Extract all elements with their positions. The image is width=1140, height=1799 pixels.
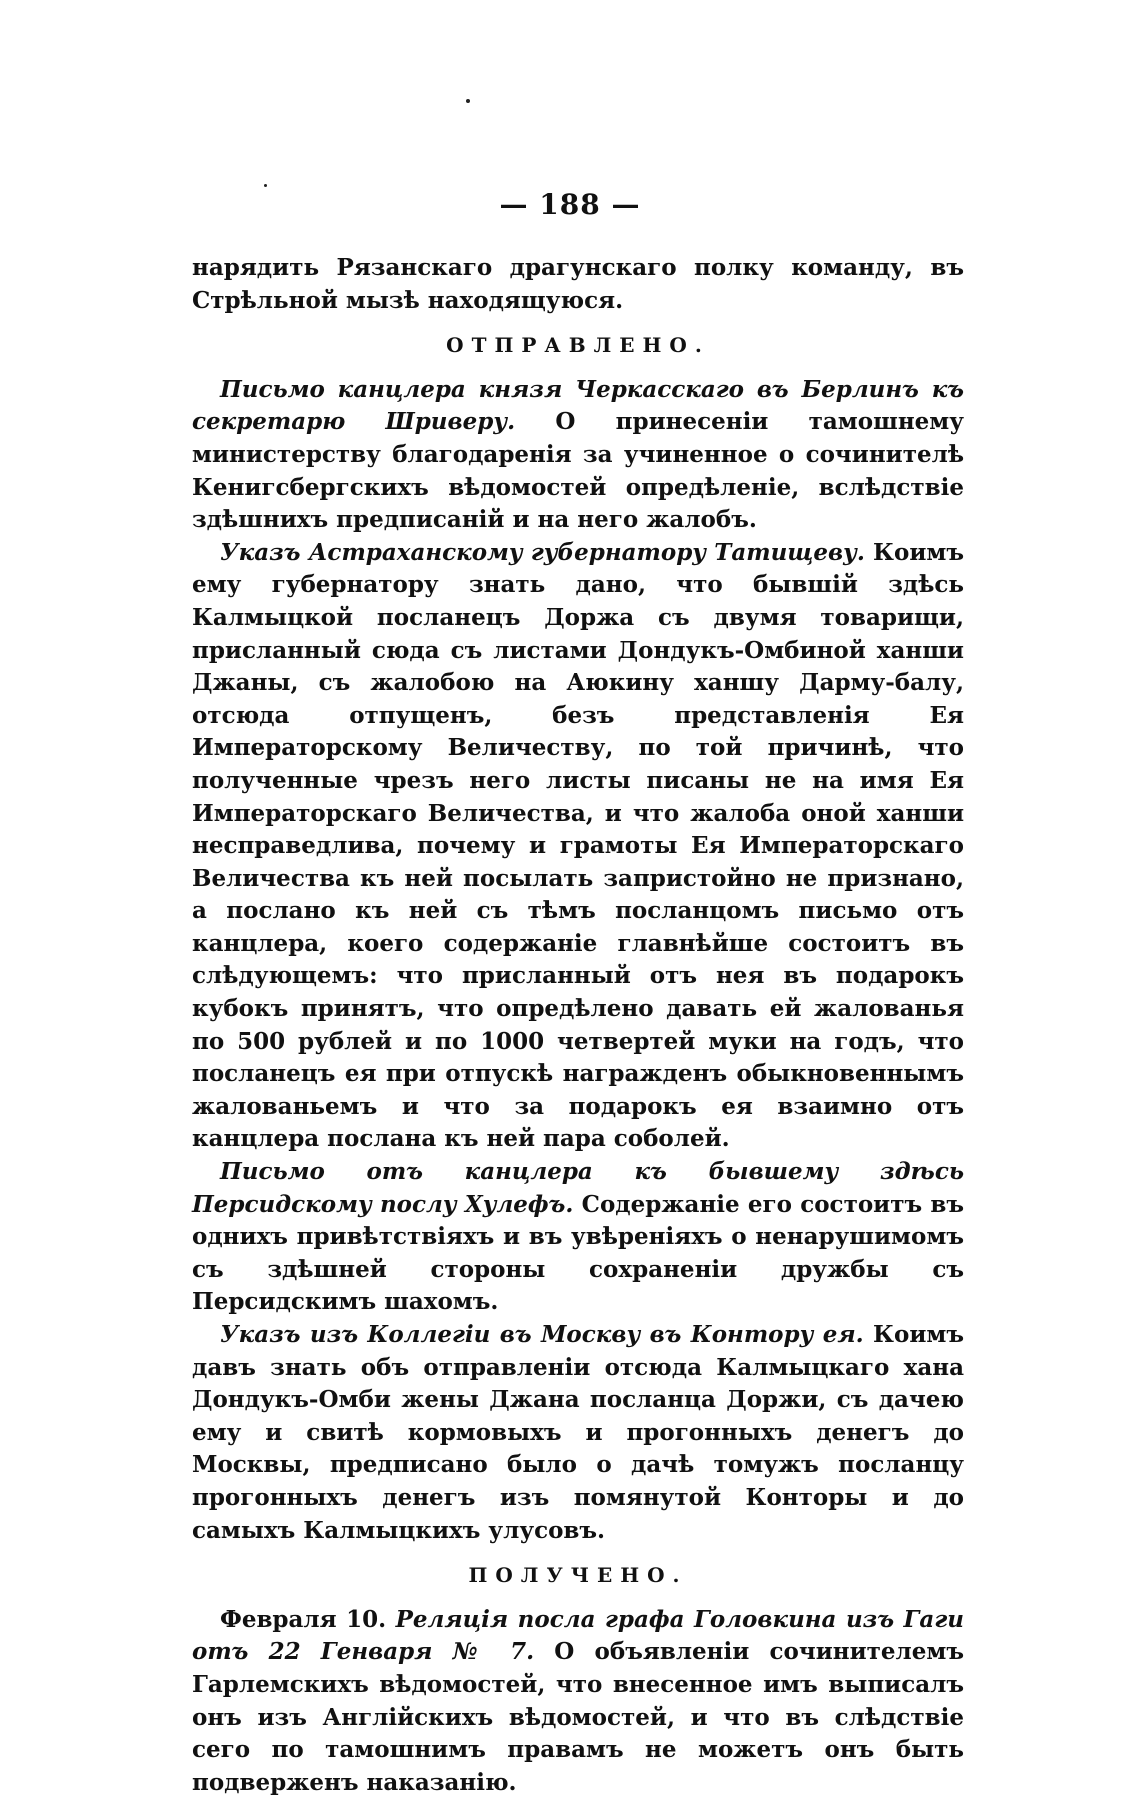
page-number: — 188 —	[499, 188, 641, 221]
document-body	[192, 252, 964, 1799]
entry-paragraph	[192, 537, 964, 1156]
entry-text: О объявленіи сочинителемъ Гарлемскихъ вѣдомостей, что внесенное имъ выписалъ онъ изъ Англійскихъ вѣдомостей, и что въ слѣдствіе сего по тамошнимъ правамъ не можетъ онъ быть подверженъ наказанію.	[192, 1638, 964, 1796]
section-heading-sent: ОТПРАВЛЕНО.	[446, 333, 710, 358]
print-speck	[264, 184, 267, 187]
entry-text: Содержаніе его состоитъ въ однихъ привѣтствіяхъ и въ увѣреніяхъ о ненарушимомъ съ здѣшней стороны сохраненіи дружбы съ Персидскимъ шахомъ.	[192, 1190, 964, 1316]
entry-paragraph	[192, 1319, 964, 1547]
entry-paragraph	[192, 374, 964, 537]
entry-text: Коимъ давъ знать объ отправленіи отсюда Калмыцкаго хана Дондукъ-Омби жены Джана посланца Доржи, съ дачею ему и свитѣ кормовыхъ и прогонныхъ денегъ до Москвы, предписано было о дачѣ томужъ посланцу прогонныхъ денегъ изъ помянутой Конторы и до самыхъ Калмыцкихъ улусовъ.	[192, 1321, 964, 1544]
entry-title: Письмо канцлера князя Черкасскаго въ Берлинъ къ секретарю Шриверу.	[192, 375, 964, 436]
entry-title: Реляція посла графа Головкина изъ Гаги отъ 22 Генваря № 7.	[192, 1605, 964, 1666]
entry-text: Коимъ ему губернатору знать дано, что бывшій здѣсь Калмыцкой посланецъ Доржа съ двумя товарищи, присланный сюда съ листами Дондукъ-Омбиной ханши Джаны, съ жалобою на Аюкину ханшу Дарму-балу, отсюда отпущенъ, безъ представленія Ея Императорскому Величеству, по той причинѣ, что полученные чрезъ него листы писаны не на имя Ея Императорскаго Величества, и что жалоба оной ханши несправедлива, почему и грамоты Ея Императорскаго Величества къ ней посылать запристойно не признано, а послано къ ней съ тѣмъ посланцомъ письмо отъ канцлера, коего содержаніе главнѣйше состоитъ въ слѣдующемъ: что присланный отъ нея въ подарокъ кубокъ принятъ, что опредѣлено давать ей жалованья по 500 рублей и по 1000 четвертей муки на годъ, что посланецъ ея при отпускѣ награжденъ обыкновеннымъ жалованьемъ и что за подарокъ ея взаимно отъ канцлера послана къ ней пара соболей.	[192, 538, 965, 1153]
entry-title: Указъ изъ Коллегіи въ Москву въ Контору ея.	[220, 1321, 864, 1348]
entry-title: Указъ Астраханскому губернатору Татищеву.	[220, 538, 865, 566]
received-entry-paragraph	[192, 1604, 964, 1799]
entry-paragraph	[192, 1156, 964, 1319]
entry-title: Письмо отъ канцлера къ бывшему здѣсь Персидскому послу Хулефъ.	[192, 1158, 964, 1218]
entry-text: О принесеніи тамошнему министерству благодаренія за учиненное о сочинителѣ Кенигсбергскихъ вѣдомостей опредѣленіе, вслѣдствіе здѣшнихъ предписаній и на него жалобъ.	[192, 408, 964, 534]
opening-paragraph: нарядить Рязанскаго драгунскаго полку команду, въ Стрѣльной мызѣ находящуюся.	[192, 254, 964, 314]
section-heading-received: ПОЛУЧЕНО.	[468, 1563, 688, 1588]
print-speck	[466, 99, 470, 103]
entry-date: Февраля 10.	[220, 1605, 387, 1633]
